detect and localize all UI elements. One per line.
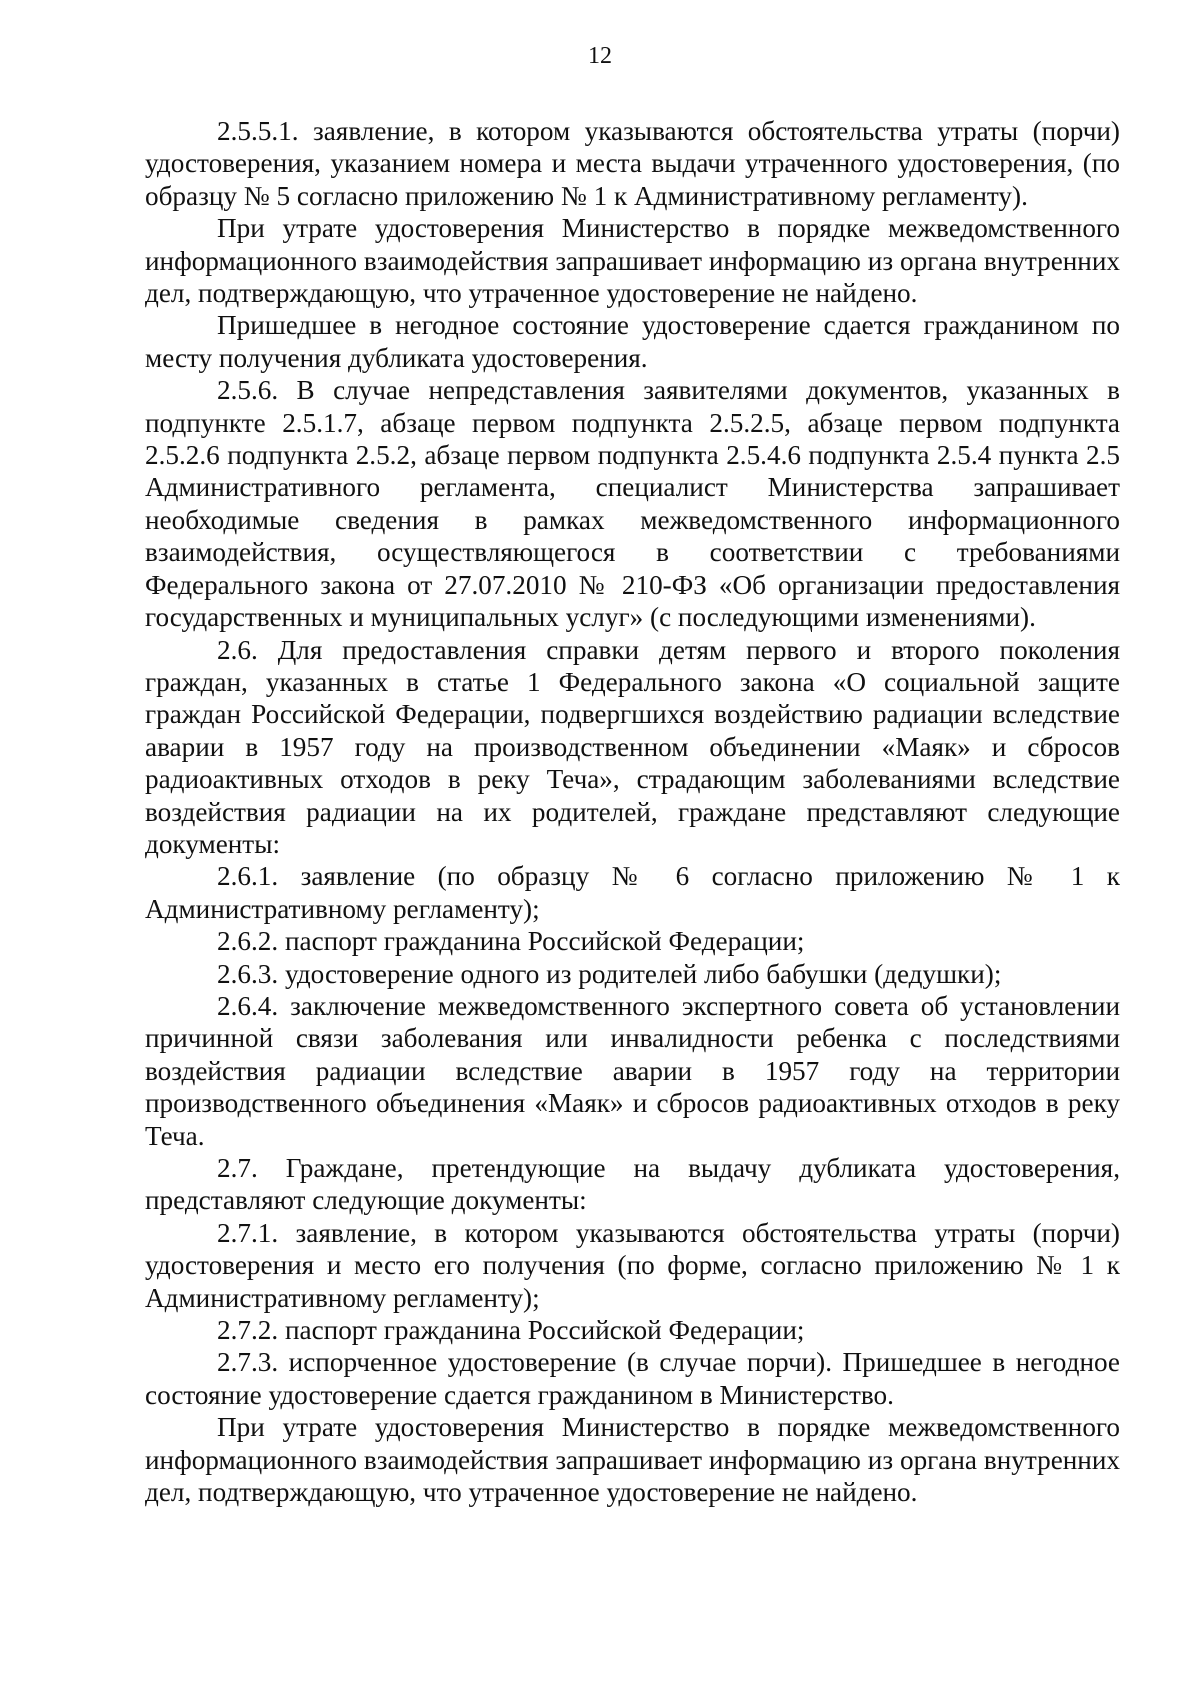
paragraph-2-7-2: 2.7.2. паспорт гражданина Российской Федерации; (217, 1315, 805, 1346)
paragraph-loss-request-1: При утрате удостоверения Министерство в порядке межведомственного информационного взаимодействия запрашивает информацию из органа внутренних дел, подтверждающую, что утраченное удостоверение не найдено. (145, 213, 1120, 309)
paragraph-2-7-1: 2.7.1. заявление, в котором указываются обстоятельства утраты (порчи) удостоверения и место его получения (по форме, согласно приложению № 1 к Административному регламенту); (145, 1217, 1120, 1313)
paragraph-damaged-surrender: Пришедшее в негодное состояние удостоверение сдается гражданином по месту получения дубликата удостоверения. (145, 310, 1120, 373)
paragraph-2-6-4: 2.6.4. заключение межведомственного экспертного совета об установлении причинной связи заболевания или инвалидности ребенка с последствиями воздействия радиации вследствие аварии в 1957 году на территории производственного объединения «Маяк» и сбросов радиоактивных отходов в реку Теча. (145, 990, 1120, 1151)
paragraph-2-6-1: 2.6.1. заявление (по образцу № 6 согласно приложению № 1 к Административному регламенту); (145, 861, 1120, 924)
page-number: 12 (588, 43, 612, 69)
document-body (145, 115, 1120, 1508)
paragraph-2-6: 2.6. Для предоставления справки детям первого и второго поколения граждан, указанных в статье 1 Федерального закона «О социальной защите граждан Российской Федерации, подвергшихся воздействию радиации вследствие аварии в 1957 году на производственном объединении «Маяк» и сбросов радиоактивных отходов в реку Теча», страдающим заболеваниями вследствие воздействия радиации на их родителей, граждане представляют следующие документы: (145, 634, 1120, 859)
paragraph-loss-request-2: При утрате удостоверения Министерство в порядке межведомственного информационного взаимодействия запрашивает информацию из органа внутренних дел, подтверждающую, что утраченное удостоверение не найдено. (145, 1412, 1120, 1508)
paragraph-2-7: 2.7. Граждане, претендующие на выдачу дубликата удостоверения, представляют следующие документы: (145, 1153, 1120, 1216)
paragraph-2-5-5-1: 2.5.5.1. заявление, в котором указываются обстоятельства утраты (порчи) удостоверения, указанием номера и места выдачи утраченного удостоверения, (по образцу № 5 согласно приложению № 1 к Административному регламенту). (145, 116, 1120, 211)
paragraph-2-7-3: 2.7.3. испорченное удостоверение (в случае порчи). Пришедшее в негодное состояние удостоверение сдается гражданином в Министерство. (145, 1347, 1120, 1410)
paragraph-2-6-3: 2.6.3. удостоверение одного из родителей либо бабушки (дедушки); (217, 958, 1002, 989)
paragraph-2-6-2: 2.6.2. паспорт гражданина Российской Федерации; (217, 926, 805, 957)
paragraph-2-5-6: 2.5.6. В случае непредставления заявителями документов, указанных в подпункте 2.5.1.7, абзаце первом подпункта 2.5.2.5, абзаце первом подпункта 2.5.2.6 подпункта 2.5.2, абзаце первом подпункта 2.5.4.6 подпункта 2.5.4 пункта 2.5 Административного регламента, специалист Министерства запрашивает необходимые сведения в рамках межведомственного информационного взаимодействия, осуществляющегося в соответствии с требованиями Федерального закона от 27.07.2010 № 210-ФЗ «Об организации предоставления государственных и муниципальных услуг» (с последующими изменениями). (145, 375, 1120, 633)
